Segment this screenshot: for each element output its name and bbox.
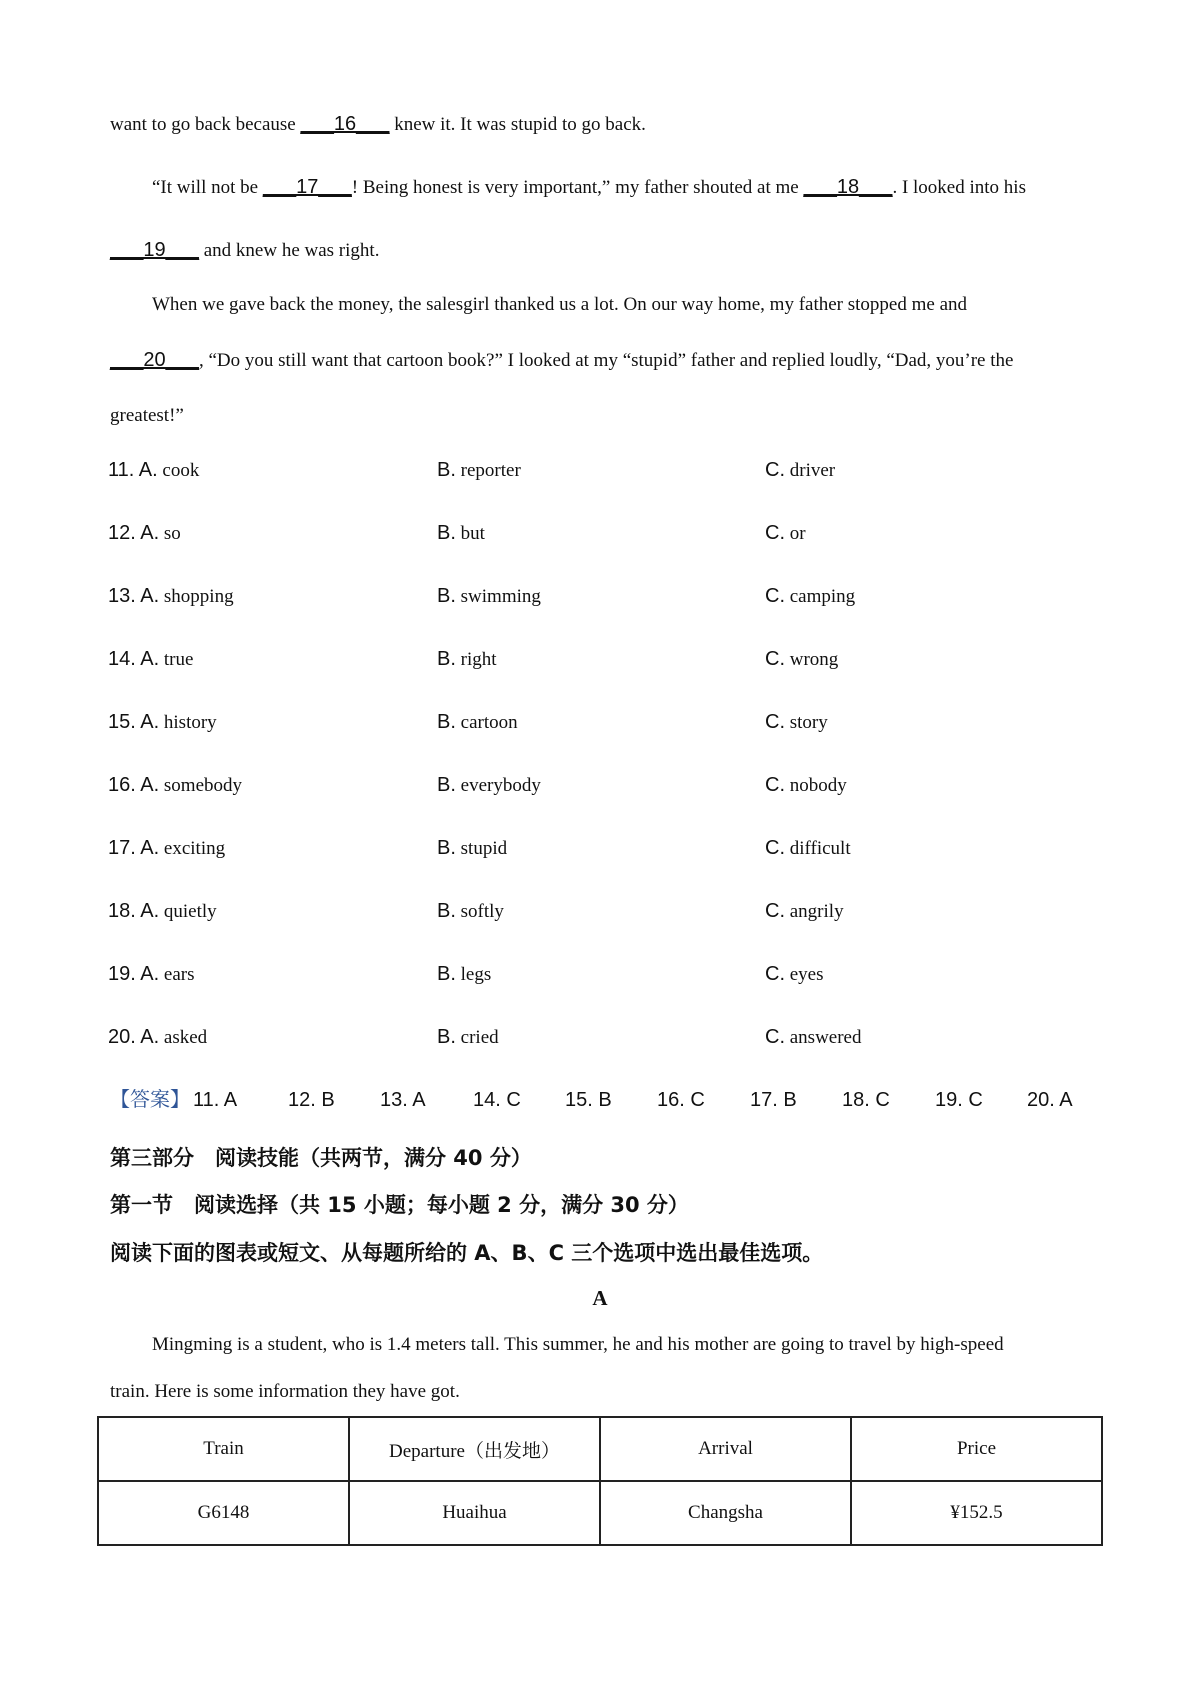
option-text: cried (455, 1027, 499, 1048)
option-text: answered (785, 1027, 862, 1048)
blank-17: ___17___ (262, 176, 352, 198)
option-label: B. (437, 837, 456, 859)
answer-item: 16. C (657, 1089, 705, 1111)
option-label: C. (765, 648, 785, 670)
text: ! Being honest is very important,” my father shouted at me (351, 177, 804, 198)
option-a (108, 1025, 207, 1050)
option-a (108, 584, 234, 609)
text: “It will not be (152, 177, 263, 198)
section-heading: 第一节 阅读选择（共 15 小题；每小题 2 分，满分 30 分） (110, 1193, 689, 1217)
option-a (108, 647, 193, 672)
option-c (765, 1025, 862, 1050)
text: knew it. It was stupid to go back. (389, 114, 646, 135)
option-label: 19. A. (108, 963, 160, 985)
option-a (108, 773, 242, 798)
option-label: B. (437, 522, 456, 544)
table-row (98, 1481, 1102, 1545)
text: and knew he was right. (198, 240, 380, 261)
option-text: cartoon (455, 712, 518, 733)
table-header: Departure（出发地） (349, 1417, 600, 1481)
option-c (765, 521, 806, 546)
option-text: asked (159, 1027, 208, 1048)
table-cell: Changsha (600, 1481, 851, 1545)
table-header: Price (851, 1417, 1102, 1481)
option-label: B. (437, 648, 456, 670)
option-label: 14. A. (108, 648, 160, 670)
option-text: swimming (455, 586, 541, 607)
option-b (437, 458, 521, 483)
train-info-table (97, 1416, 1103, 1546)
text: want to go back because (110, 114, 301, 135)
option-label: C. (765, 585, 785, 607)
option-text: ears (159, 964, 195, 985)
option-b (437, 584, 541, 609)
answer-item: 12. B (288, 1089, 335, 1111)
option-text: nobody (785, 775, 847, 796)
option-a (108, 836, 225, 861)
table-cell: Huaihua (349, 1481, 600, 1545)
instruction: 阅读下面的图表或短文、从每题所给的 A、B、C 三个选项中选出最佳选项。 (110, 1241, 824, 1265)
option-text: quietly (159, 901, 217, 922)
intro-line: Mingming is a student, who is 1.4 meters tall. This summer, he and his mother are going to travel by high-speed (152, 1334, 1004, 1355)
option-b (437, 1025, 499, 1050)
option-c (765, 710, 828, 735)
passage-line (110, 112, 646, 137)
option-text: camping (785, 586, 856, 607)
option-label: C. (765, 459, 785, 481)
option-label: C. (765, 963, 785, 985)
option-label: B. (437, 1026, 456, 1048)
option-a (108, 899, 217, 924)
answer-item: 17. B (750, 1089, 797, 1111)
answer-item: 19. C (935, 1089, 983, 1111)
part-heading: 第三部分 阅读技能（共两节，满分 40 分） (110, 1146, 532, 1170)
option-text: so (159, 523, 181, 544)
option-c (765, 836, 851, 861)
option-text: reporter (455, 460, 521, 481)
text: . I looked into his (892, 177, 1026, 198)
answer-item: 11. A (193, 1089, 238, 1111)
option-label: C. (765, 900, 785, 922)
passage-line (110, 348, 1013, 373)
option-text: everybody (455, 775, 541, 796)
option-label: 16. A. (108, 774, 160, 796)
option-label: C. (765, 774, 785, 796)
option-label: B. (437, 774, 456, 796)
table-header-row (98, 1417, 1102, 1481)
option-b (437, 899, 504, 924)
option-text: difficult (785, 838, 851, 859)
answer-item: 15. B (565, 1089, 612, 1111)
option-b (437, 521, 485, 546)
answer-item: 14. C (473, 1089, 521, 1111)
option-a (108, 710, 217, 735)
option-text: somebody (159, 775, 243, 796)
answer-tag: 【答案】 (110, 1089, 190, 1111)
option-label: C. (765, 837, 785, 859)
option-a (108, 458, 199, 483)
option-label: C. (765, 1026, 785, 1048)
option-text: angrily (785, 901, 844, 922)
option-text: softly (455, 901, 504, 922)
option-label: B. (437, 585, 456, 607)
passage-line (110, 238, 379, 263)
passage-line: When we gave back the money, the salesgirl thanked us a lot. On our way home, my father stopped me and (152, 294, 967, 315)
blank-18: ___18___ (803, 176, 893, 198)
passage-line (152, 175, 1026, 200)
option-label: 17. A. (108, 837, 160, 859)
option-b (437, 836, 507, 861)
option-c (765, 584, 855, 609)
option-label: C. (765, 522, 785, 544)
table-cell: G6148 (98, 1481, 349, 1545)
option-c (765, 962, 824, 987)
option-text: legs (455, 964, 492, 985)
option-text: exciting (159, 838, 226, 859)
option-c (765, 647, 838, 672)
option-text: shopping (159, 586, 234, 607)
text: , “Do you still want that cartoon book?” I looked at my “stupid” father and replied loudly, “Dad, you’re the (198, 350, 1014, 371)
option-label: 20. A. (108, 1026, 160, 1048)
option-b (437, 773, 541, 798)
option-text: or (785, 523, 806, 544)
option-label: B. (437, 900, 456, 922)
blank-19: ___19___ (110, 239, 199, 261)
blank-20: ___20___ (110, 349, 199, 371)
option-text: cook (157, 460, 200, 481)
option-text: history (159, 712, 217, 733)
table-header: Arrival (600, 1417, 851, 1481)
option-text: right (455, 649, 497, 670)
option-b (437, 962, 491, 987)
option-text: eyes (785, 964, 824, 985)
option-text: story (785, 712, 828, 733)
option-text: but (455, 523, 485, 544)
option-label: 18. A. (108, 900, 160, 922)
option-label: 13. A. (108, 585, 160, 607)
option-b (437, 647, 497, 672)
option-label: B. (437, 963, 456, 985)
blank-16: ___16___ (300, 113, 390, 135)
section-label: A (592, 1286, 608, 1310)
option-text: true (159, 649, 194, 670)
table-cell: ¥152.5 (851, 1481, 1102, 1545)
answer-item: 18. C (842, 1089, 890, 1111)
option-text: wrong (785, 649, 839, 670)
answer-item: 13. A (380, 1089, 426, 1111)
option-c (765, 773, 847, 798)
option-a (108, 962, 195, 987)
option-c (765, 899, 844, 924)
option-label: 11. A. (108, 459, 158, 481)
option-b (437, 710, 518, 735)
option-text: driver (785, 460, 836, 481)
table-header: Train (98, 1417, 349, 1481)
option-c (765, 458, 835, 483)
option-label: C. (765, 711, 785, 733)
intro-line: train. Here is some information they have got. (110, 1381, 460, 1402)
option-label: B. (437, 459, 456, 481)
option-text: stupid (455, 838, 508, 859)
passage-line: greatest!” (110, 405, 184, 426)
option-label: 12. A. (108, 522, 160, 544)
option-label: B. (437, 711, 456, 733)
answer-item: 20. A (1027, 1089, 1073, 1111)
option-label: 15. A. (108, 711, 160, 733)
option-a (108, 521, 181, 546)
